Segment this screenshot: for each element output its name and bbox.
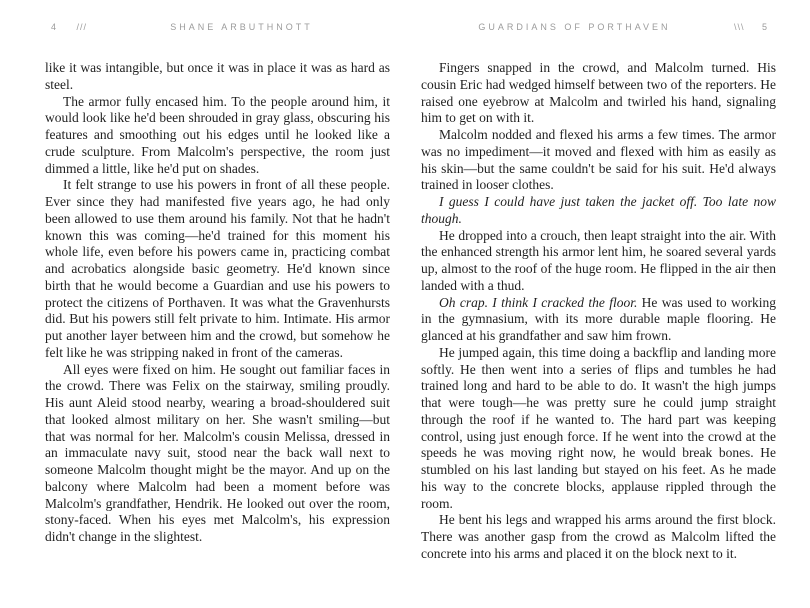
right-running-head [421,22,776,34]
right-page-text [421,60,776,563]
left-running-head [45,22,390,34]
paragraph [45,94,390,178]
paragraph [421,194,776,228]
left-page-number: 4 [51,22,60,32]
italic-text-segment: I guess I could have just taken the jacket off. Too late now though. [421,194,776,226]
right-page [405,0,810,608]
paragraph [45,177,390,361]
text-segment: It felt strange to use his powers in front of all these people. Ever since they had manifested five years ago, he had only been allowed to use them around his family. Not that he hadn't known this was coming—he'd trained for this moment his whole life, even before his powers came in, practicing combat and acrobatics alongside basic geometry. He'd known since birth that he would become a Guardian and use his powers to protect the citizens of Porthaven. It was what the Gravenhursts did. But his powers still felt private to him. Intimate. His armor put another layer between him and the crowd, but somehow he felt like he was stripping naked in front of the cameras. [45,177,390,360]
text-segment: He was used to working in the gymnasium, with its more durable maple flooring. He glanced at his grandfather and saw him frown. [421,294,776,343]
slash-ornament: /// [76,22,88,32]
paragraph [45,60,390,94]
paragraph [45,362,390,546]
right-page-number: 5 [761,22,770,32]
text-segment: All eyes were fixed on him. He sought out familiar faces in the crowd. There was Felix on the stairway, smiling proudly. His aunt Aleid stood nearby, wearing a broad-shouldered suit that looked almost military on her. She wasn't smiling—but that was normal for her. Malcolm's cousin Melissa, dressed in an immaculate navy suit, stood near the back wall next to someone Malcolm thought might be the mayor. And up on the balcony where Malcolm had been a moment before was Malcolm's grandfather, Hendrik. He looked out over the room, stony-faced. When his eyes met Malcolm's, his expression didn't change in the slightest. [45,361,390,544]
paragraph [421,60,776,127]
author-running-header: SHANE ARBUTHNOTT [170,22,313,32]
title-running-header: GUARDIANS OF PORTHAVEN [478,22,671,32]
text-segment: like it was intangible, but once it was in place it was as hard as steel. [45,60,390,92]
paragraph [421,512,776,562]
paragraph [421,345,776,513]
left-folio-group [45,22,93,32]
paragraph [421,228,776,295]
italic-text-segment: Oh crap. I think I cracked the floor. [439,294,638,310]
text-segment: He jumped again, this time doing a backflip and landing more softly. He then went into a series of flips and tumbles he had trained long and hard to be able to do. It wasn't the high jumps that were tough—he was pretty sure he could jump straight through the roof if he wanted to. The hard part was keeping control, using just enough force. If he went into the crowd at the speeds he was moving right now, he would break bones. He stumbled on his last landing but stayed on his feet. As he made his way to the concrete blocks, applause rippled through the room. [421,344,776,511]
text-segment: He bent his legs and wrapped his arms around the first block. There was another gasp from the crowd as Malcolm lifted the concrete into his arms and placed it on the block next to it. [421,512,776,561]
left-page-text [45,60,390,546]
backslash-ornament: \\\ [733,22,745,32]
text-segment: He dropped into a crouch, then leapt straight into the air. With the enhanced strength his armor lent him, he soared several yards up, almost to the roof of the huge room. He flipped in the air then landed with a thud. [421,227,776,293]
paragraph [421,127,776,194]
text-segment: The armor fully encased him. To the people around him, it would look like he'd been shrouded in gray glass, obscuring his features and smoothing out his edges until he looked like a crude sculpture. From Malcolm's perspective, the room just dimmed a little, like he'd put on shades. [45,93,390,176]
paragraph [421,295,776,345]
right-folio-group [728,22,776,32]
text-segment: Fingers snapped in the crowd, and Malcolm turned. His cousin Eric had wedged himself between two of the reporters. He raised one eyebrow at Malcolm and twirled his hand, signaling him to get on with it. [421,60,776,126]
text-segment: Malcolm nodded and flexed his arms a few times. The armor was no impediment—it moved and flexed with him as easily as his skin—but the same couldn't be said for his suit. He'd always trained in looser clothes. [421,127,776,193]
